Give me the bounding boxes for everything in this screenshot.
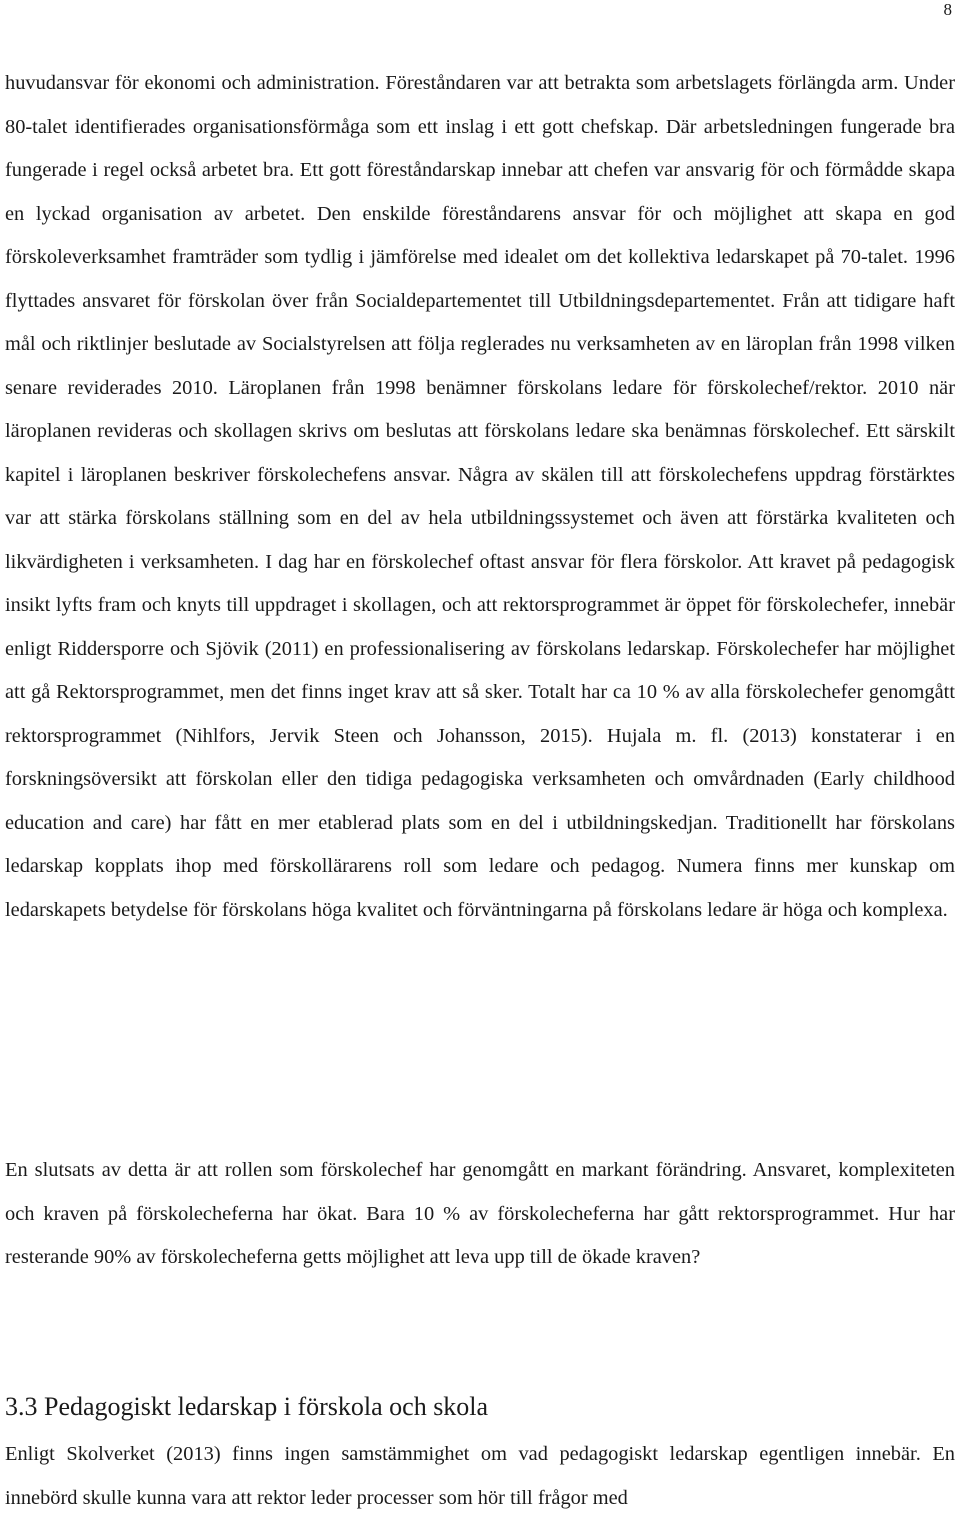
page-number: 8 [943, 0, 952, 19]
paragraph-history: huvudansvar för ekonomi och administration. Föreståndaren var att betrakta som arbetslagets förlängda arm. Under 80-talet identifierades organisationsförmåga som ett inslag i ett gott chefskap. Där arbetsledningen fungerade bra fungerade i regel också arbetet bra. Ett gott föreståndarskap innebar att chefen var ansvarig för och förmådde skapa en lyckad organisation av arbetet. Den enskilde föreståndarens ansvar för och möjlighet att skapa en god förskoleverksamhet framträder som tydlig i jämförelse med idealet om det kollektiva ledarskapet på 70-talet. 1996 flyttades ansvaret för förskolan över från Socialdepartementet till Utbildningsdepartementet. Från att tidigare haft mål och riktlinjer beslutade av Socialstyrelsen att följa reglerades nu verksamheten av en läroplan från 1998 vilken senare reviderades 2010. Läroplanen från 1998 benämner förskolans ledare för förskolechef/rektor. 2010 när läroplanen revideras och skollagen skrivs om beslutas att förskolans ledare ska benämnas förskolechef. Ett särskilt kapitel i läroplanen beskriver förskolechefens ansvar. Några av skälen till att förskolechefens uppdrag förstärktes var att stärka förskolans ställning som en del av hela utbildningssystemet och även att förstärka kvaliteten och likvärdigheten i verksamheten. I dag har en förskolechef oftast ansvar för flera förskolor. Att kravet på pedagogisk insikt lyfts fram och knyts till uppdraget i skollagen, och att rektorsprogrammet är öppet för förskolechefer, innebär enligt Riddersporre och Sjövik (2011) en professionalisering av förskolans ledarskap. Förskolechefer har möjlighet att gå Rektorsprogrammet, men det finns inget krav att så sker. Totalt har ca 10 % av alla förskolechefer genomgått rektorsprogrammet (Nihlfors, Jervik Steen och Johansson, 2015). Hujala m. fl. (2013) konstaterar i en forskningsöversikt att förskolan eller den tidiga pedagogiska verksamheten och omvårdnaden (Early childhood education and care) har fått en mer etablerad plats som en del i utbildningskedjan. Traditionellt har förskolans ledarskap kopplats ihop med förskollärarens roll som ledare och pedagog. Numera finns mer kunskap om ledarskapets betydelse för förskolans höga kvalitet och förväntningarna på förskolans ledare är höga och komplexa. [5, 72, 955, 921]
paragraph-section-intro: Enligt Skolverket (2013) finns ingen samstämmighet om vad pedagogiskt ledarskap egentligen innebär. En innebörd skulle kunna vara att rektor leder processer som hör till frågor med [5, 1443, 955, 1509]
paragraph-conclusion: En slutsats av detta är att rollen som förskolechef har genomgått en markant förändring. Ansvaret, komplexiteten och kraven på förskolecheferna har ökat. Bara 10 % av förskolecheferna har gått rektorsprogrammet. Hur har resterande 90% av förskolecheferna getts möjlighet att leva upp till de ökade kraven? [5, 1159, 955, 1268]
section-heading: 3.3 Pedagogiskt ledarskap i förskola och skola [5, 1392, 489, 1421]
